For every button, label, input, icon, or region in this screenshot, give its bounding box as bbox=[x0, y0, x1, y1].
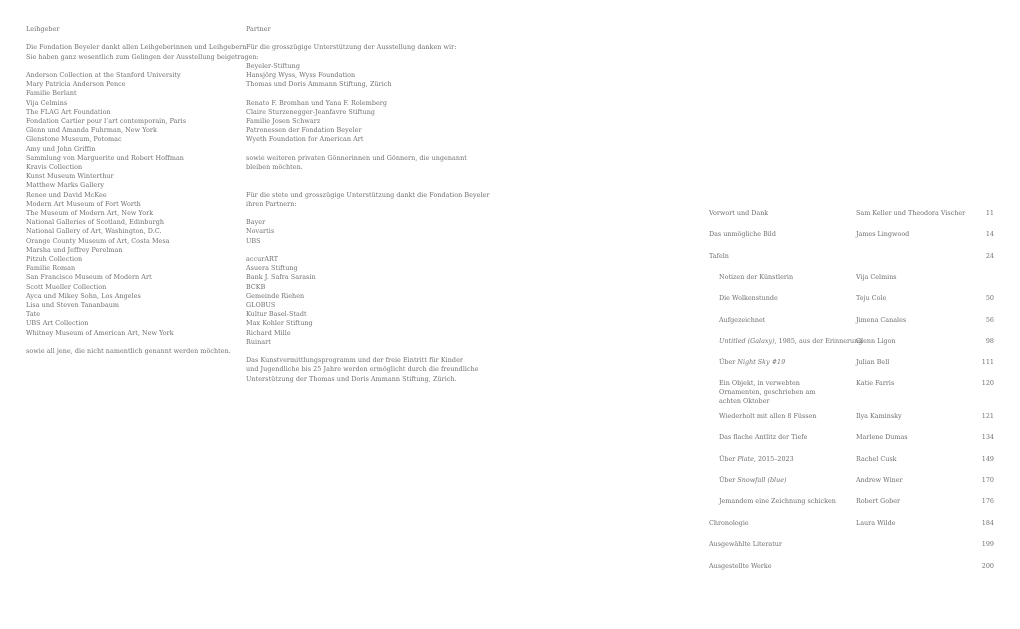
partners-heading: Partner bbox=[246, 25, 271, 33]
toc-page-number: 149 bbox=[981, 455, 994, 463]
partner-item: Claire Sturzenegger-Jeanfavre Stiftung bbox=[246, 107, 376, 116]
lender-item: Renee und David McKee bbox=[26, 190, 107, 199]
lender-item: Amy und John Griffin bbox=[26, 144, 96, 153]
partner-item: Bayer bbox=[246, 218, 266, 227]
partner-item: Richard Mille bbox=[246, 328, 291, 337]
partner-item: bleiben möchten. bbox=[246, 162, 303, 171]
partner-item: Renato F. Bromhan und Yana F. Rolemberg bbox=[246, 98, 388, 107]
partner-item: Unterstützung der Thomas und Doris Ammann Stiftung, Zürich. bbox=[246, 374, 457, 383]
partner-group-corporate bbox=[246, 218, 461, 246]
partner-item: Patronessen der Fondation Beyeler bbox=[246, 126, 362, 135]
toc-title-work: Untitled (Galaxy) bbox=[719, 337, 775, 345]
partner-item: Wyeth Foundation for American Art bbox=[246, 135, 364, 144]
toc-page-number: 199 bbox=[981, 540, 994, 548]
partner-item: Bank J. Safra Sarasin bbox=[246, 273, 316, 282]
partner-item: Thomas und Doris Ammann Stiftung, Zürich bbox=[246, 80, 392, 89]
lender-item: Matthew Marks Gallery bbox=[26, 181, 104, 190]
lender-item: Modern Art Museum of Fort Worth bbox=[26, 199, 141, 208]
partner-item: Novartis bbox=[246, 227, 275, 236]
lender-item: National Galleries of Scotland, Edinburgh bbox=[26, 218, 165, 227]
toc-author: Jimena Canales bbox=[856, 316, 907, 324]
lender-item: Orange County Museum of Art, Costa Mesa bbox=[26, 236, 170, 245]
lender-item: Sammlung von Marguerite und Robert Hoffman bbox=[26, 153, 184, 162]
partner-item: Kultur Basel-Stadt bbox=[246, 310, 307, 319]
partners-intro2-line: ihren Partnern: bbox=[246, 199, 297, 208]
lenders-intro-line: Sie haben ganz wesentlich zum Gelingen der Ausstellung beigetragen: bbox=[26, 52, 259, 61]
toc-author: Julian Bell bbox=[856, 358, 890, 366]
toc-title-work: Snowfall (blue) bbox=[737, 476, 787, 484]
partners-intro2-line: Für die stete und grosszügige Unterstützung dankt die Fondation Beyeler bbox=[246, 190, 490, 199]
partner-item: BCKB bbox=[246, 282, 266, 291]
toc-title bbox=[719, 455, 794, 464]
lender-item: Vija Celmins bbox=[26, 98, 68, 107]
toc-title-work: Night Sky #19 bbox=[737, 358, 786, 366]
lender-item: The FLAG Art Foundation bbox=[26, 107, 111, 116]
lender-item: Pitzuh Collection bbox=[26, 255, 83, 264]
toc-page-number: 170 bbox=[981, 476, 994, 484]
toc-author: Robert Gober bbox=[856, 497, 901, 505]
lender-item: San Francisco Museum of Modern Art bbox=[26, 273, 152, 282]
toc-page-number: 111 bbox=[981, 358, 994, 366]
partner-group-main bbox=[246, 62, 461, 90]
toc-title: Wiederholt mit allen 8 Füssen bbox=[719, 412, 817, 420]
toc-author: Sam Keller und Theodora Vischer bbox=[856, 209, 966, 217]
toc-title: Tafeln bbox=[709, 252, 729, 260]
toc-title: Ein Objekt, in verwebten Ornamenten, geschrieben am achten Oktober bbox=[719, 379, 816, 406]
toc-page-number: 121 bbox=[981, 412, 994, 420]
lender-item: Familie Berlant bbox=[26, 89, 77, 98]
lender-item: Whitney Museum of American Art, New York bbox=[26, 328, 174, 337]
toc-author: Rachel Cusk bbox=[856, 455, 897, 463]
partner-item: GLOBUS bbox=[246, 300, 276, 309]
lender-item: Ayca und Mikey Sohn, Los Angeles bbox=[26, 291, 141, 300]
lender-list bbox=[26, 71, 231, 338]
toc-page-number: 98 bbox=[985, 337, 994, 345]
lenders-closing: sowie all jene, die nicht namentlich genannt werden möchten. bbox=[26, 347, 231, 356]
partners-column bbox=[246, 25, 490, 384]
partner-item: Beyeler-Stiftung bbox=[246, 61, 300, 70]
toc-page-number: 56 bbox=[985, 316, 994, 324]
lender-item: Familie Roman bbox=[26, 264, 76, 273]
toc-title: Das flache Antlitz der Tiefe bbox=[719, 433, 808, 441]
lender-item: Glenn und Amanda Fuhrman, New York bbox=[26, 126, 157, 135]
toc-page-number: 200 bbox=[981, 562, 994, 570]
toc-page-number: 50 bbox=[985, 294, 994, 302]
partner-item: sowie weiteren privaten Gönnerinnen und Gönnern, die ungenannt bbox=[246, 153, 467, 162]
partner-group-private bbox=[246, 153, 467, 172]
partner-item: Asuera Stiftung bbox=[246, 264, 298, 273]
toc-title: Notizen der Künstlerin bbox=[719, 273, 794, 281]
lender-item: Lisa und Steven Tananbaum bbox=[26, 301, 119, 310]
toc-author: Andrew Winer bbox=[856, 476, 903, 484]
toc-title-prefix: Über bbox=[719, 455, 738, 463]
toc-title: Die Wolkenstunde bbox=[719, 294, 778, 302]
toc-author: Teju Cole bbox=[856, 294, 887, 302]
partner-item: accurART bbox=[246, 254, 279, 263]
partner-item: Das Kunstvermittlungsprogramm und der freie Eintritt für Kinder bbox=[246, 356, 464, 365]
toc-author: Ilya Kaminsky bbox=[856, 412, 902, 420]
lenders-intro-line: Die Fondation Beyeler dankt allen Leihgeberinnen und Leihgebern. bbox=[26, 43, 249, 52]
toc-title: Ausgewählte Literatur bbox=[709, 540, 782, 548]
lender-item: Kunst Museum Winterthur bbox=[26, 172, 114, 181]
toc-title: Ausgestellte Werke bbox=[709, 562, 772, 570]
toc-title bbox=[719, 358, 785, 367]
toc-page-number: 11 bbox=[985, 209, 994, 217]
toc-title: Das unmögliche Bild bbox=[709, 230, 776, 238]
partner-item: Max Kohler Stiftung bbox=[246, 319, 313, 328]
toc-author: Laura Wilde bbox=[856, 519, 896, 527]
toc-title bbox=[719, 476, 786, 485]
toc-page-number: 24 bbox=[985, 252, 994, 260]
lender-item: Fondation Cartier pour l’art contemporain, Paris bbox=[26, 117, 187, 125]
toc-page-number: 120 bbox=[981, 379, 994, 387]
partner-item: Familie Josen Schwarz bbox=[246, 116, 321, 125]
partner-item: UBS bbox=[246, 236, 261, 245]
toc-author: Glenn Ligon bbox=[856, 337, 896, 345]
partners-intro: Für die grosszügige Unterstützung der Ausstellung danken wir: bbox=[246, 43, 457, 52]
toc-title: Chronologie bbox=[709, 519, 749, 527]
lender-item: Kravis Collection bbox=[26, 163, 83, 172]
toc-title-prefix: Über bbox=[719, 358, 738, 366]
toc-title-work: Plate bbox=[737, 455, 754, 463]
lender-item: Mary Patricia Anderson Pence bbox=[26, 80, 126, 89]
toc-page-number: 176 bbox=[981, 497, 994, 505]
toc-page-number: 14 bbox=[985, 230, 994, 238]
toc-title: Aufgezeichnet bbox=[719, 316, 766, 324]
partner-group-patrons bbox=[246, 99, 461, 145]
lender-item: The Museum of Modern Art, New York bbox=[26, 209, 154, 218]
lender-item: National Gallery of Art, Washington, D.C. bbox=[26, 227, 162, 236]
partner-item: und Jugendliche bis 25 Jahre werden ermöglicht durch die freundliche bbox=[246, 365, 479, 374]
toc-title-prefix: Über bbox=[719, 476, 738, 484]
toc-title: Jemandem eine Zeichnung schicken bbox=[719, 497, 836, 505]
lender-item: Tate bbox=[26, 310, 41, 319]
partner-item: Ruinart bbox=[246, 337, 271, 346]
toc-page-number: 184 bbox=[981, 519, 994, 527]
lender-item: Glenstone Museum, Potomac bbox=[26, 135, 122, 144]
toc-title: Vorwort und Dank bbox=[709, 209, 769, 217]
toc-author: Vija Celmins bbox=[856, 273, 897, 281]
partner-item: Gemeinde Riehen bbox=[246, 291, 305, 300]
lenders-heading: Leihgeber bbox=[26, 25, 60, 33]
lender-item: UBS Art Collection bbox=[26, 319, 89, 328]
toc-author: James Lingwood bbox=[856, 230, 910, 238]
partner-group-supporters bbox=[246, 255, 461, 347]
toc-page-number: 134 bbox=[981, 433, 994, 441]
lender-item: Marsha und Jeffrey Perelman bbox=[26, 245, 123, 254]
partners-closing bbox=[246, 356, 479, 384]
toc-title-suffix: , 2015–2023 bbox=[753, 455, 794, 463]
toc-author: Marlene Dumas bbox=[856, 433, 908, 441]
partner-item: Hansjörg Wyss, Wyss Foundation bbox=[246, 70, 356, 79]
toc-author: Katie Farris bbox=[856, 379, 895, 387]
toc-title-suffix: , 1985, aus der Erinnerung bbox=[774, 337, 863, 345]
toc-title bbox=[719, 337, 862, 346]
lender-item: Anderson Collection at the Stanford University bbox=[26, 70, 181, 79]
lender-item: Scott Mueller Collection bbox=[26, 282, 107, 291]
